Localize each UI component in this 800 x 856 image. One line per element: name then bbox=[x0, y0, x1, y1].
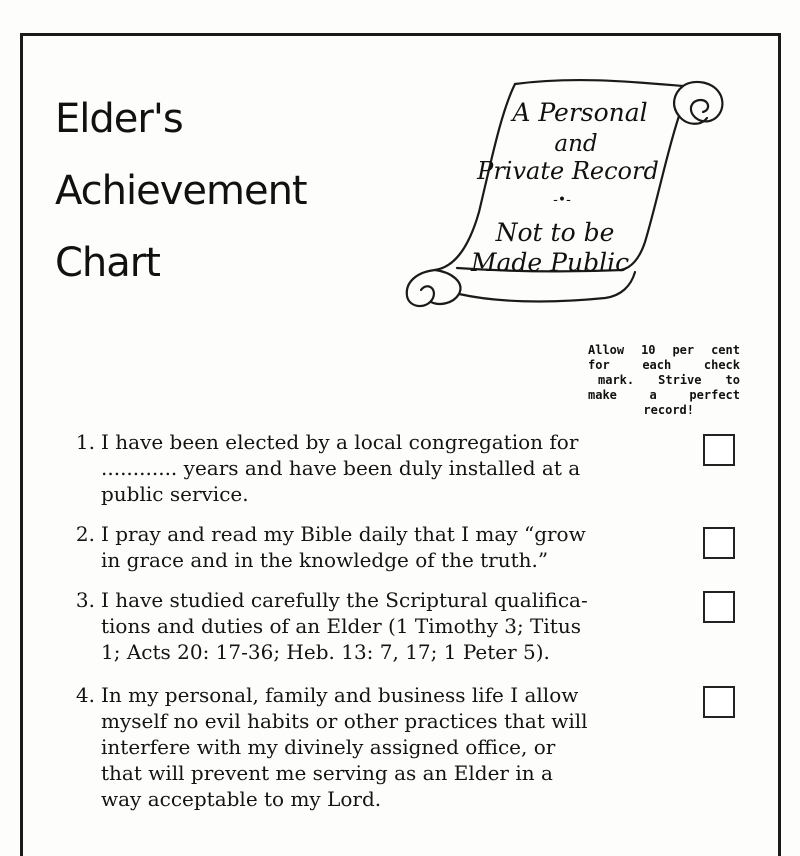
scroll-line-5: Made Public bbox=[470, 248, 630, 277]
item-number: 2. bbox=[75, 522, 95, 546]
item-number: 3. bbox=[75, 588, 95, 612]
note-line-2: for each check bbox=[588, 358, 740, 372]
item-text: In my personal, family and business life I allow myself no evil habits or other practices that will interfere with my divinely assigned office, or that will prevent me serving as an Elder in a way acceptable to my Lord. bbox=[101, 683, 588, 811]
note-line-5: record! bbox=[643, 403, 694, 417]
scoring-note bbox=[588, 343, 740, 418]
item-2-checkbox[interactable] bbox=[703, 527, 735, 559]
item-text: I have studied carefully the Scriptural qualifica- tions and duties of an Elder (1 Timothy 3; Titus 1; Acts 20: 17-36; Heb. 13: 7, 17; 1 Peter 5). bbox=[101, 588, 588, 664]
note-line-3: mark. Strive to bbox=[598, 373, 740, 387]
item-4-checkbox[interactable] bbox=[703, 686, 735, 718]
note-line-1: Allow 10 per cent bbox=[588, 343, 740, 357]
scroll-line-1: A Personal bbox=[512, 98, 648, 127]
scroll-divider: -•- bbox=[553, 192, 571, 208]
title-line-1: Elder's bbox=[55, 96, 183, 142]
scroll-line-4: Not to be bbox=[495, 218, 615, 247]
item-text: I pray and read my Bible daily that I may “grow in grace and in the knowledge of the truth.” bbox=[101, 522, 586, 572]
scroll-line-3: Private Record bbox=[477, 157, 659, 185]
title-line-2: Achievement bbox=[55, 168, 307, 214]
note-line-4: make a perfect bbox=[588, 388, 740, 402]
item-1-checkbox[interactable] bbox=[703, 434, 735, 466]
item-number: 4. bbox=[75, 683, 95, 707]
scroll-line-2: and bbox=[554, 131, 598, 157]
item-3-checkbox[interactable] bbox=[703, 591, 735, 623]
item-text: I have been elected by a local congregation for ............ years and have been duly installed at a public service. bbox=[101, 430, 581, 506]
item-number: 1. bbox=[75, 430, 95, 454]
title-line-3: Chart bbox=[55, 240, 160, 286]
